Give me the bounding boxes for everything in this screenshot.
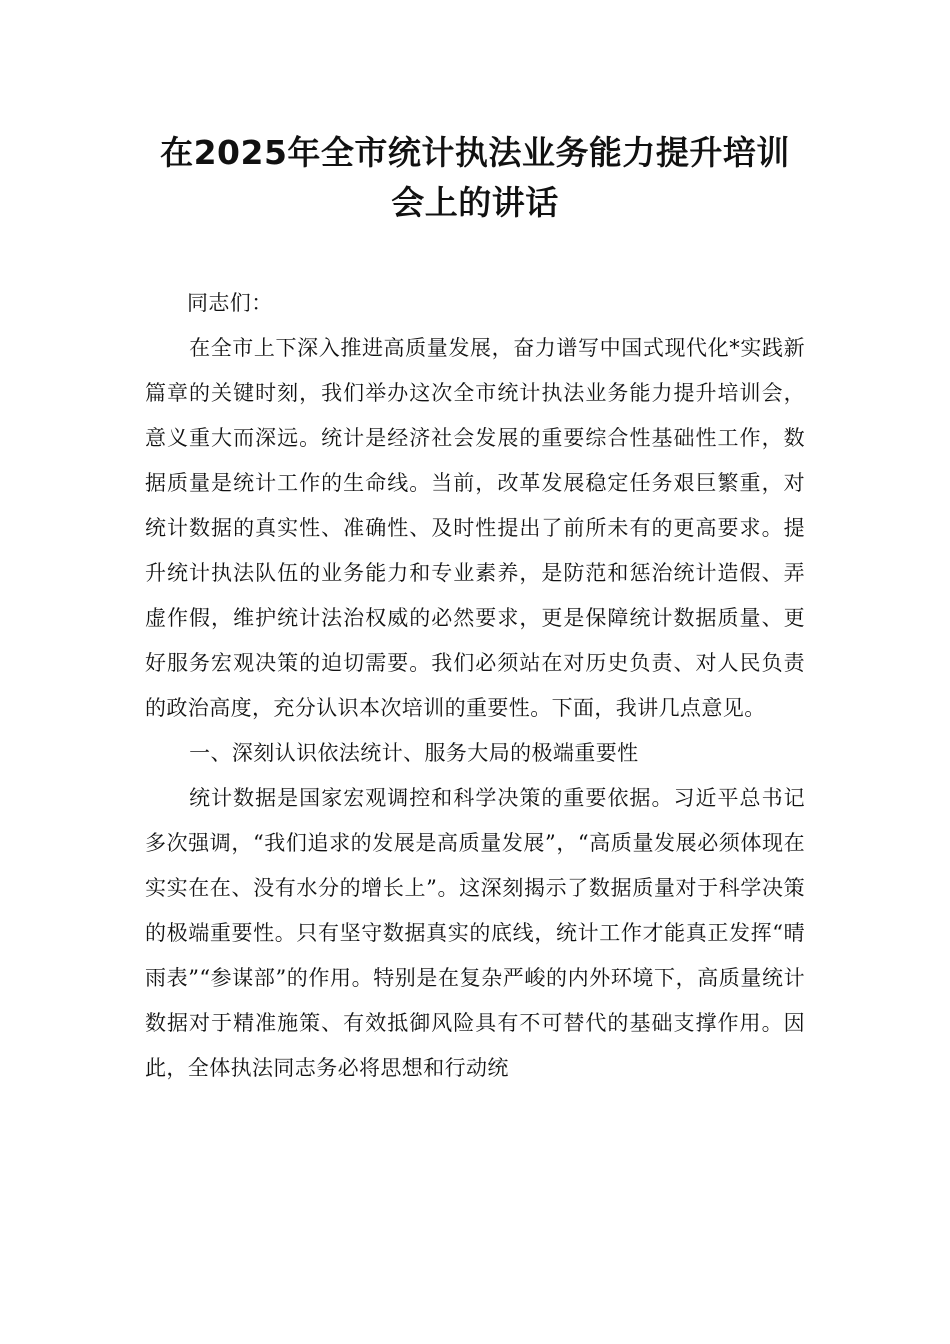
paragraph-intro: 在全市上下深入推进高质量发展，奋力谱写中国式现代化*实践新篇章的关键时刻，我们举办这次全市统计执法业务能力提升培训会，意义重大而深远。统计是经济社会发展的重要综合性基础性工作，数据质量是统计工作的生命线。当前，改革发展稳定任务艰巨繁重，对统计数据的真实性、准确性、及时性提出了前所未有的更高要求。提升统计执法队伍的业务能力和专业素养，是防范和惩治统计造假、弄虚作假，维护统计法治权威的必然要求，更是保障统计数据质量、更好服务宏观决策的迫切需要。我们必须站在对历史负责、对人民负责的政治高度，充分认识本次培训的重要性。下面，我讲几点意见。 bbox=[145, 336, 805, 720]
title-line-2: 会上的讲话 bbox=[391, 183, 559, 222]
title-line-1: 在2025年全市统计执法业务能力提升培训 bbox=[160, 133, 790, 172]
document-body bbox=[145, 281, 805, 1091]
document-title bbox=[120, 128, 830, 228]
greeting: 同志们： bbox=[187, 291, 273, 315]
section-heading-1: 一、深刻认识依法统计、服务大局的极端重要性 bbox=[189, 741, 639, 765]
paragraph-section-1: 统计数据是国家宏观调控和科学决策的重要依据。习近平总书记多次强调，“我们追求的发展是高质量发展”，“高质量发展必须体现在实实在在、没有水分的增长上”。这深刻揭示了数据质量对于科学决策的极端重要性。只有坚守数据真实的底线，统计工作才能真正发挥“晴雨表”“参谋部”的作用。特别是在复杂严峻的内外环境下，高质量统计数据对于精准施策、有效抵御风险具有不可替代的基础支撑作用。因此，全体执法同志务必将思想和行动统 bbox=[145, 786, 805, 1080]
